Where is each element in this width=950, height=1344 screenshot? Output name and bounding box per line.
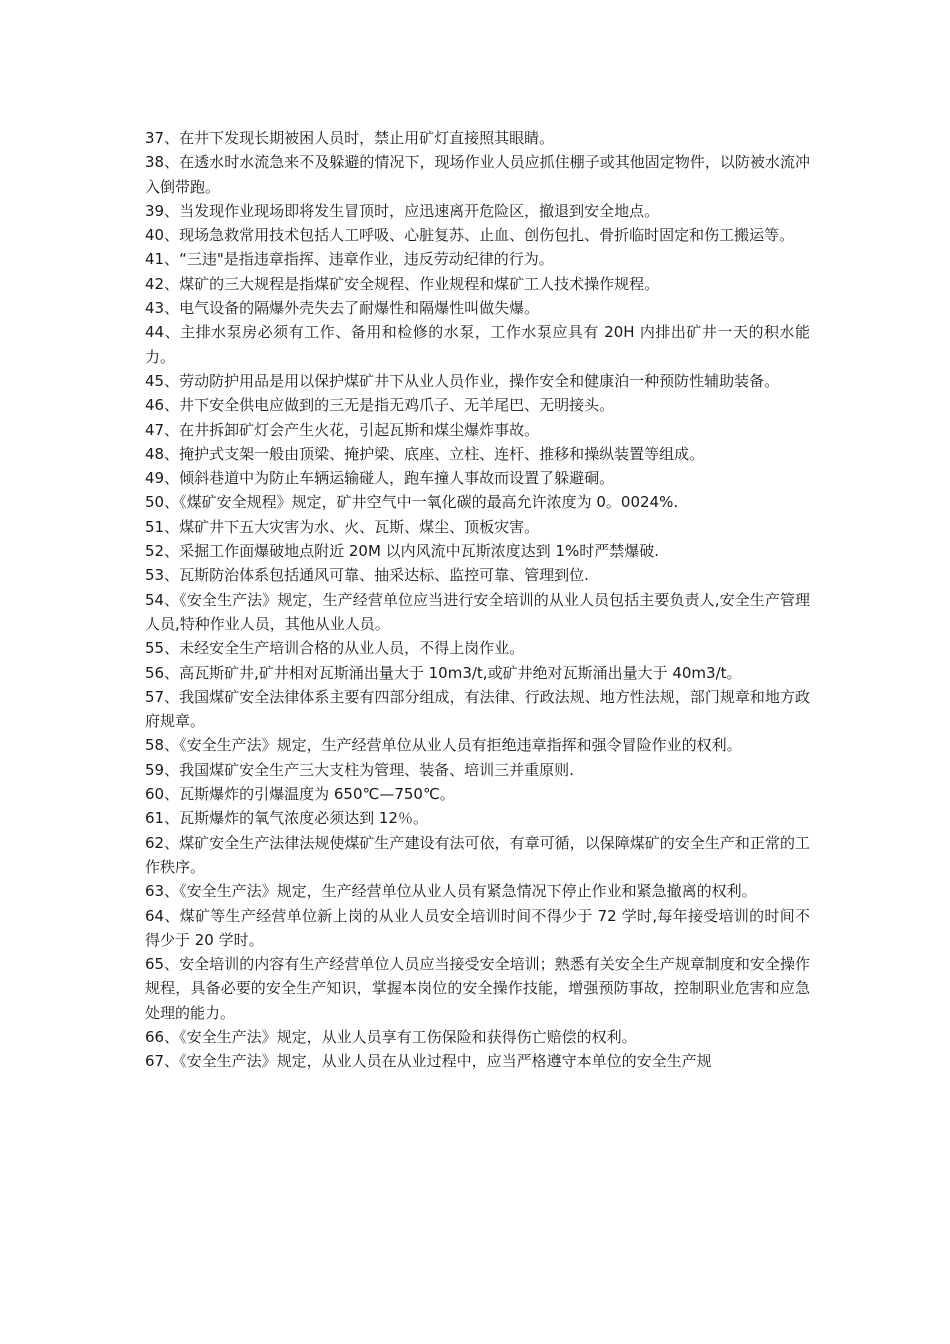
list-item: 66、《安全生产法》规定，从业人员享有工伤保险和获得伤亡赔偿的权利。 <box>145 1027 637 1046</box>
list-item: 41、“三违"是指违章指挥、违章作业，违反劳动纪律的行为。 <box>145 250 554 269</box>
list-item: 58、《安全生产法》规定，生产经营单位从业人员有拒绝违章指挥和强令冒险作业的权利。 <box>145 736 742 755</box>
list-item: 49、倾斜巷道中为防止车辆运输碰人，跑车撞人事故而设置了躲避硐。 <box>145 469 615 488</box>
list-item: 43、电气设备的隔爆外壳失去了耐爆性和隔爆性叫做失爆。 <box>145 299 540 318</box>
list-item: 56、高瓦斯矿井,矿井相对瓦斯涌出量大于 10m3/t,或矿井绝对瓦斯涌出量大于 40m3/t。 <box>145 663 742 682</box>
list-item: 62、煤矿安全生产法律法规使煤矿生产建设有法可依，有章可循，以保障煤矿的安全生产和正常的工作秩序。 <box>145 833 810 876</box>
list-item: 39、当发现作业现场即将发生冒顶时，应迅速离开危险区，撤退到安全地点。 <box>145 201 660 220</box>
list-item: 65、安全培训的内容有生产经营单位人员应当接受安全培训；熟悉有关安全生产规章制度和安全操作规程，具备必要的安全生产知识，掌握本岗位的安全操作技能，增强预防事故，控制职业危害和应急处理的能力。 <box>145 955 810 1022</box>
list-item: 53、瓦斯防治体系包括通风可靠、抽采达标、监控可靠、管理到位. <box>145 566 589 585</box>
list-item: 52、采掘工作面爆破地点附近 20M 以内风流中瓦斯浓度达到 1%时严禁爆破. <box>145 542 659 561</box>
list-item: 57、我国煤矿安全法律体系主要有四部分组成，有法律、行政法规、地方性法规，部门规章和地方政府规章。 <box>145 687 810 731</box>
list-item: 42、煤矿的三大规程是指煤矿安全规程、作业规程和煤矿工人技术操作规程。 <box>145 274 660 293</box>
list-item: 55、未经安全生产培训合格的从业人员，不得上岗作业。 <box>145 639 525 658</box>
document-body <box>145 126 810 1074</box>
list-item: 37、在井下发现长期被困人员时，禁止用矿灯直接照其眼睛。 <box>145 129 555 147</box>
list-item: 51、煤矿井下五大灾害为水、火、瓦斯、煤尘、顶板灾害。 <box>145 517 540 536</box>
list-item: 67、《安全生产法》规定，从业人员在从业过程中，应当严格遵守本单位的安全生产规 <box>145 1052 712 1071</box>
list-item: 50、《煤矿安全规程》规定，矿井空气中一氧化碳的最高允许浓度为 0。0024%. <box>145 493 679 512</box>
list-item: 63、《安全生产法》规定，生产经营单位从业人员有紧急情况下停止作业和紧急撤离的权利。 <box>145 882 757 901</box>
list-item: 45、劳动防护用品是用以保护煤矿井下从业人员作业，操作安全和健康泊一种预防性辅助装备。 <box>145 371 780 390</box>
list-item: 60、瓦斯爆炸的引爆温度为 650℃—750℃。 <box>145 785 455 804</box>
list-item: 64、煤矿等生产经营单位新上岗的从业人员安全培训时间不得少于 72 学时,每年接受培训的时间不得少于 20 学时。 <box>145 906 810 949</box>
list-item: 61、瓦斯爆炸的氧气浓度必须达到 12％。 <box>145 809 428 828</box>
list-item: 40、现场急救常用技术包括人工呼吸、心脏复苏、止血、创伤包扎、骨折临时固定和伤工搬运等。 <box>145 226 795 245</box>
list-item: 59、我国煤矿安全生产三大支柱为管理、装备、培训三并重原则. <box>145 760 574 779</box>
list-item: 48、掩护式支架一般由顶梁、掩护梁、底座、立柱、连杆、推移和操纵装置等组成。 <box>145 444 705 463</box>
list-item: 44、主排水泵房必须有工作、备用和检修的水泵，工作水泵应具有 20H 内排出矿井一天的积水能力。 <box>145 323 810 366</box>
list-item: 54、《安全生产法》规定，生产经营单位应当进行安全培训的从业人员包括主要负责人,安全生产管理人员,特种作业人员，其他从业人员。 <box>145 590 810 633</box>
list-item: 46、井下安全供电应做到的三无是指无鸡爪子、无羊尾巴、无明接头。 <box>145 396 615 415</box>
list-item: 47、在井拆卸矿灯会产生火花，引起瓦斯和煤尘爆炸事故。 <box>145 420 540 439</box>
list-item: 38、在透水时水流急来不及躲避的情况下，现场作业人员应抓住棚子或其他固定物件，以防被水流冲入倒带跑。 <box>145 153 810 196</box>
